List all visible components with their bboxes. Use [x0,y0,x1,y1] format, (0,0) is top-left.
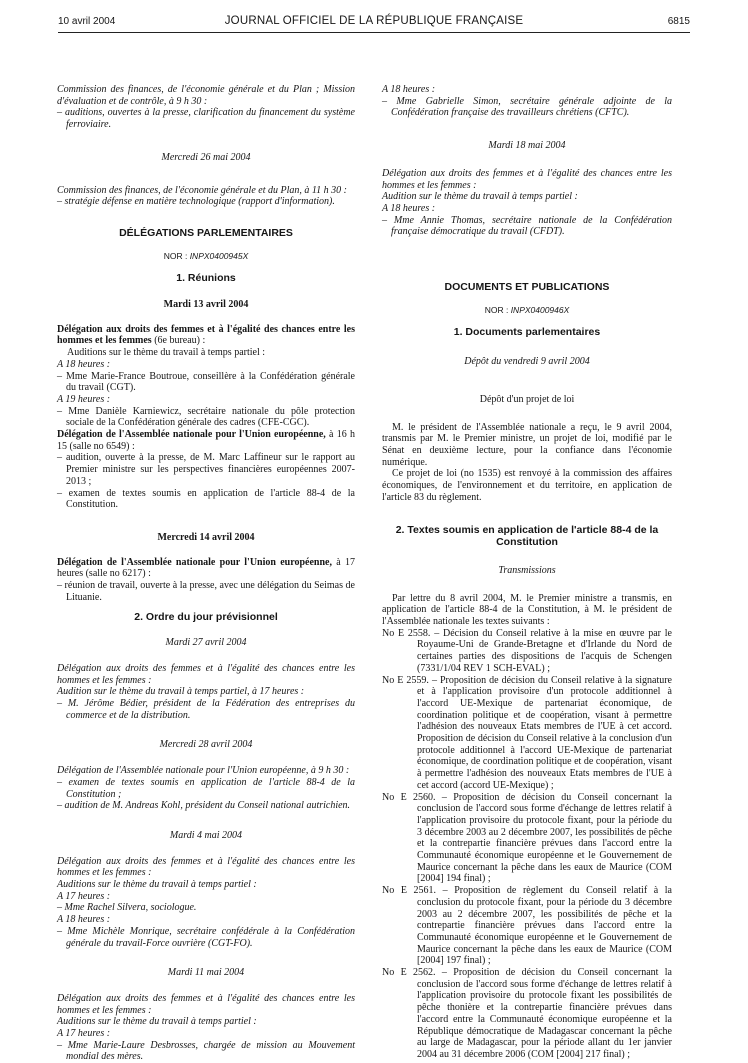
time-label: A 17 heures : [57,1028,111,1040]
time-label: A 17 heures : [57,890,111,902]
date-heading: Mercredi 14 avril 2004 [157,531,255,543]
agenda-item: – stratégie défense en matière technologique (rapport d'information). [57,196,335,208]
delegation-name: Délégation aux droits des femmes et à l'égalité des chances entre les hommes et les femmes : [57,855,355,879]
paragraph: M. le président de l'Assemblée nationale a reçu, le 9 avril 2004, transmis par M. le Premier ministre, un projet de loi, modifié par le Sénat en deuxième lecture, pour la confiance dans l'économie numérique. [382,421,672,468]
commission-entry: Commission des finances, de l'économie générale et du Plan, à 11 h 30 : [57,184,347,196]
audition-topic: Auditions sur le thème du travail à temps partiel : [67,347,266,359]
date-heading: Mardi 18 mai 2004 [488,140,566,152]
nor-code: INPX0400945X [189,250,249,261]
text-entry: No E 2559. – Proposition de décision du Conseil relative à la signature et à l'application provisoire d'un protocole additionnel à l'accord UE-Mexique de partenariat économique, de coordination politique et de coopération, visant à permettre l'adhésion des nouveaux Etats membres de l'UE à cet accord. Proposition de décision du Conseil relative à la conclusion d'un protocole additionnel à l'accord UE-Mexique de partenariat économique, de coordination politique et de coopération, visant à permettre l'adhésion des nouveaux Etats membres de l'UE à cet accord (accord UE-Mexique) ; [382,674,672,791]
delegation-detail: (6e bureau) : [151,335,206,347]
audition-topic: Audition sur le thème du travail à temps partiel, à 17 heures : [57,686,305,698]
time-label: A 18 heures : [382,202,436,214]
audition-topic: Auditions sur le thème du travail à temps partiel : [57,879,257,891]
agenda-item: – M. Jérôme Bédier, président de la Fédération des entreprises du commerce et de la distribution. [57,698,355,721]
journal-title: JOURNAL OFFICIEL DE LA RÉPUBLIQUE FRANÇAISE [224,15,524,27]
agenda-item: – Mme Michèle Monrique, secrétaire confédérale à la Confédération générale du travail-Force ouvrière (CGT-FO). [57,925,355,949]
date-heading: Dépôt du vendredi 9 avril 2004 [464,356,590,368]
paragraph: Par lettre du 8 avril 2004, M. le Premier ministre a transmis, en application de l'article 88-4 de la Constitution, à M. le président de l'Assemblée nationale les textes suivants : [382,592,672,627]
agenda-item: – Mme Marie-Laure Desbrosses, chargée de mission au Mouvement mondial des mères. [57,1039,355,1063]
nor-code: INPX0400946X [510,304,570,315]
time-label: A 19 heures : [57,393,111,405]
issue-date: 10 avril 2004 [58,16,116,27]
text-entry: No E 2558. – Décision du Conseil relative à la mise en œuvre par le Royaume-Uni de Grande-Bretagne et d'Irlande du Nord de certaines parties des dispositions de l'acquis de Schengen (7331/1/04 REV 1 SCH-EVAL) ; [382,627,672,674]
left-column [57,84,355,1063]
nor-reference [57,251,355,263]
delegation-name: Délégation de l'Assemblée nationale pour l'Union européenne, [57,429,326,441]
subsection-title: 2. Textes soumis en application de l'article 88-4 de la Constitution [395,524,659,549]
text-entry: No E 2561. – Proposition de règlement du Conseil relatif à la conclusion du protocole fixant, pour la période du 3 décembre 2003 au 2 décembre 2007, les possibilités de pêche et la contrepartie financière prévues dans l'accord entre la Communauté économique européenne et le Gouvernement de Maurice concernant la pêche dans les eaux de Maurice (COM [2004] 197 final) ; [382,885,672,967]
time-label: A 18 heures : [57,914,111,926]
agenda-item: – examen de textes soumis en application de l'article 88-4 de la Constitution ; [57,776,355,800]
nor-reference [382,305,672,317]
delegation-name: Délégation aux droits des femmes et à l'égalité des chances entre les hommes et les femmes : [382,167,672,191]
delegation-name: Délégation de l'Assemblée nationale pour l'Union européenne, [57,556,332,568]
section-title: DOCUMENTS ET PUBLICATIONS [444,281,610,294]
deposit-subheading: Dépôt d'un projet de loi [479,393,575,405]
agenda-item: – auditions, ouvertes à la presse, clarification du financement du système ferroviaire. [57,107,355,131]
header-rule [58,32,690,33]
time-label: A 18 heures : [382,84,436,95]
delegation-detail: à 17 heures (salle no 6217) : [57,556,355,580]
audition-topic: Auditions sur le thème du travail à temps partiel : [57,1016,257,1028]
audition-topic: Audition sur le thème du travail à temps partiel : [382,191,578,203]
delegation-detail: à 16 h 15 (salle no 6549) : [57,429,355,452]
delegation-name: Délégation de l'Assemblée nationale pour l'Union européenne, à 9 h 30 : [57,765,350,777]
subsection-title: 1. Documents parlementaires [453,326,601,339]
agenda-item: – audition de M. Andreas Kohl, président du Conseil national autrichien. [57,800,351,812]
date-heading: Mardi 13 avril 2004 [163,299,249,311]
nor-label: NOR : [163,250,188,261]
delegation-name: Délégation aux droits des femmes et à l'égalité des chances entre les hommes et les femmes [57,323,355,347]
section-title: DÉLÉGATIONS PARLEMENTAIRES [119,226,293,239]
transmissions-heading: Transmissions [498,564,556,576]
agenda-item: – réunion de travail, ouverte à la presse, avec une délégation du Seimas de Lituanie. [57,580,355,603]
agenda-item: – Mme Gabrielle Simon, secrétaire générale adjointe de la Confédération française des travailleurs chrétiens (CFTC). [382,95,672,119]
paragraph: Ce projet de loi (no 1535) est renvoyé à la commission des affaires économiques, de l'environnement et du territoire, en application de l'article 83 du règlement. [382,468,672,503]
page-header [0,16,748,32]
delegation-name: Délégation aux droits des femmes et à l'égalité des chances entre les hommes et les femmes : [57,992,355,1016]
time-label: A 18 heures : [57,358,111,370]
nor-label: NOR : [484,304,509,315]
delegation-name: Délégation aux droits des femmes et à l'égalité des chances entre les hommes et les femmes : [57,662,355,686]
text-entry: No E 2562. – Proposition de décision du Conseil concernant la conclusion de l'accord sous forme d'échange de lettres relatif à l'application provisoire du protocole fixant les possibilités de pêche thonière et la contrepartie financière prévues dans l'accord entre la Communauté économique européenne et la République démocratique de Madagascar concernant la pêche au large de Madagascar, pour la période allant du 1er janvier 2004 au 31 décembre 2006 (COM [2004] 217 final) ; [382,967,672,1060]
agenda-item: – examen de textes soumis en application de l'article 88-4 de la Constitution. [57,487,355,511]
text-entry: No E 2560. – Proposition de décision du Conseil concernant la conclusion de l'accord sous forme d'échange de lettres relatif à l'application provisoire du protocole fixant, pour la période du 3 décembre 2003 au 2 décembre 2007, les possibilités de pêche et la contrepartie financière prévues dans l'accord entre la Communauté économique européenne et le Gouvernement de Maurice concernant la pêche dans les eaux de Maurice (COM [2004] 194 final) ; [382,791,672,885]
date-heading: Mardi 11 mai 2004 [167,967,245,979]
date-heading: Mardi 4 mai 2004 [169,829,243,841]
subsection-title: 1. Réunions [176,272,236,285]
agenda-item: – Mme Danièle Karniewicz, secrétaire nationale du pôle protection sociale de la Confédération générale des cadres (CFE-CGC). [57,405,355,429]
right-column [382,84,672,1061]
agenda-item: – Mme Rachel Silvera, sociologue. [57,902,197,914]
subsection-title: 2. Ordre du jour prévisionnel [134,610,278,623]
date-heading: Mardi 27 avril 2004 [165,637,247,649]
agenda-item: – audition, ouverte à la presse, de M. Marc Laffineur sur le rapport au Premier ministre sur les perspectives financières européennes 2007-2013 ; [57,452,355,487]
commission-entry: Commission des finances, de l'économie générale et du Plan ; Mission d'évaluation et de contrôle, à 9 h 30 : [57,84,355,107]
date-heading: Mercredi 26 mai 2004 [161,151,251,163]
agenda-item: – Mme Annie Thomas, secrétaire nationale de la Confédération française démocratique du travail (CFDT). [382,214,672,238]
date-heading: Mercredi 28 avril 2004 [159,739,253,751]
page-number: 6815 [667,16,690,27]
agenda-item: – Mme Marie-France Boutroue, conseillère à la Confédération générale du travail (CGT). [57,370,355,394]
